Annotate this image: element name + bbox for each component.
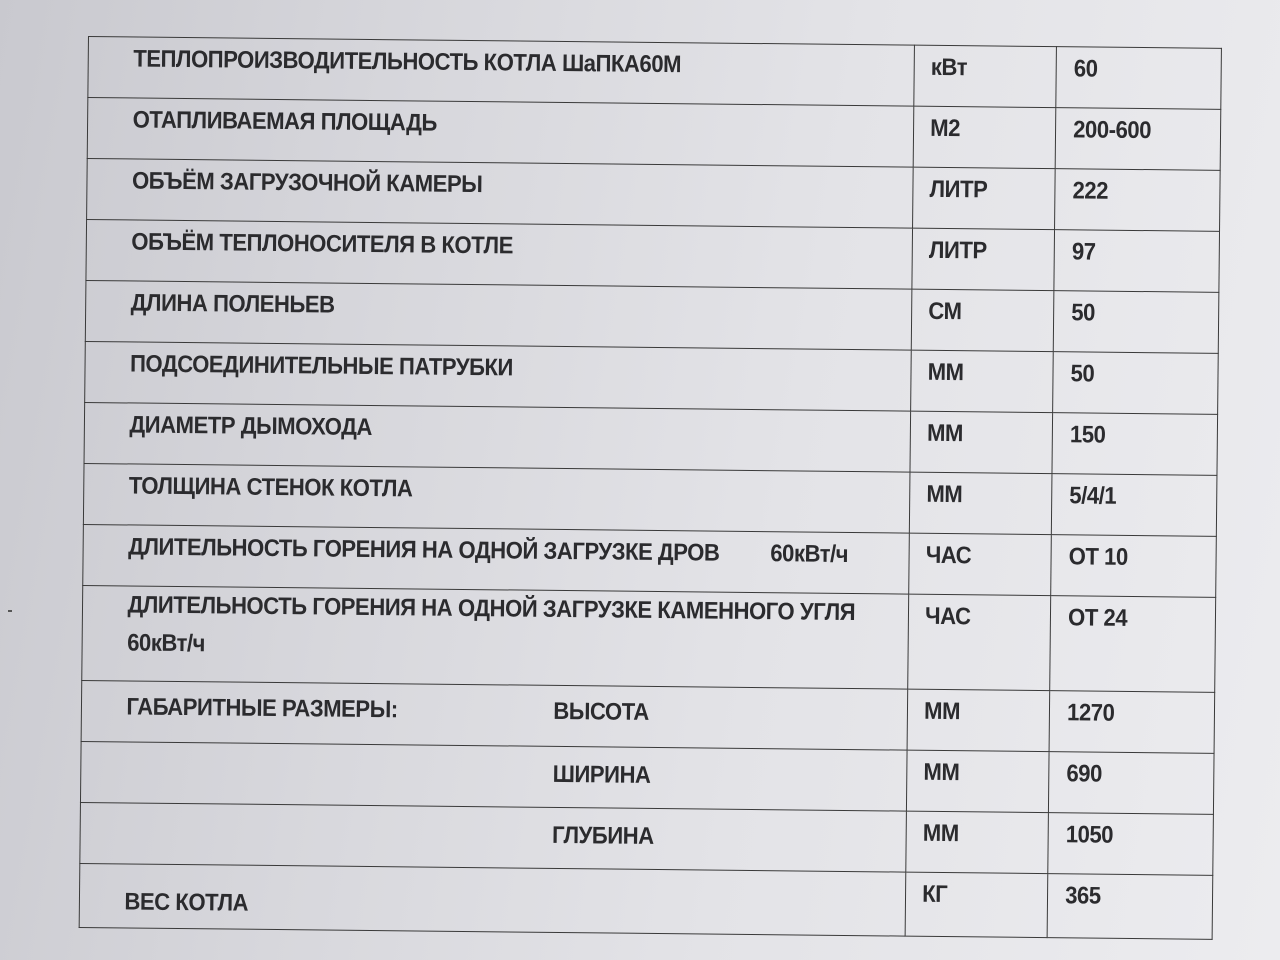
param-cell: [121, 37, 881, 106]
unit-cell: ММ: [916, 411, 1047, 473]
value-cell: ОТ 10: [1057, 535, 1210, 598]
value-cell: 365: [1053, 874, 1206, 940]
value-cell: 200-600: [1061, 108, 1214, 171]
param-cell: [114, 681, 874, 750]
param-cell: [120, 98, 880, 167]
unit-cell: СМ: [917, 289, 1048, 351]
param-cell: [118, 342, 878, 411]
dimension-label: ШИРИНА: [552, 760, 651, 789]
margin-mark: [8, 610, 12, 612]
unit-cell: ЧАС: [913, 594, 1044, 690]
unit-cell: ЛИТР: [918, 167, 1049, 229]
param-label: ТОЛЩИНА СТЕНОК КОТЛА: [128, 472, 413, 503]
param-cell: [114, 742, 874, 811]
table-row: [79, 863, 1213, 939]
param-cell: [119, 220, 879, 289]
value-cell: 150: [1058, 413, 1211, 476]
unit-cell: ММ: [911, 811, 1042, 873]
value-cell: 50: [1059, 352, 1212, 415]
value-cell: 97: [1060, 230, 1213, 293]
param-cell: [120, 159, 880, 228]
param-cell: [112, 864, 873, 936]
param-label: ДИАМЕТР ДЫМОХОДА: [128, 411, 372, 441]
unit-cell: ММ: [912, 750, 1043, 812]
param-label: ОТАПЛИВАЕМАЯ ПЛОЩАДЬ: [132, 106, 437, 137]
value-cell: 1270: [1055, 691, 1208, 754]
unit-cell: ММ: [913, 689, 1044, 751]
param-cell: [115, 586, 876, 689]
table-row: [82, 585, 1216, 692]
value-cell: 690: [1055, 752, 1208, 815]
dimension-label: ВЫСОТА: [552, 697, 649, 726]
value-cell: 50: [1059, 291, 1212, 354]
value-cell: ОТ 24: [1056, 596, 1209, 693]
unit-cell: ММ: [915, 472, 1046, 534]
value-cell: 5/4/1: [1058, 474, 1211, 537]
param-cell: [117, 403, 877, 472]
param-cell: [113, 803, 873, 872]
boiler-spec-table: [79, 36, 1222, 940]
value-cell: 60: [1062, 47, 1215, 110]
unit-cell: ЧАС: [914, 533, 1045, 595]
unit-cell: ЛИТР: [918, 228, 1049, 290]
param-label: ОБЪЁМ ЗАГРУЗОЧНОЙ КАМЕРЫ: [131, 167, 483, 199]
value-cell: 222: [1061, 169, 1214, 232]
param-label: ПОДСОЕДИНИТЕЛЬНЫЕ ПАТРУБКИ: [129, 350, 513, 382]
unit-cell: М2: [919, 106, 1050, 168]
param-label: ДЛИТЕЛЬНОСТЬ ГОРЕНИЯ НА ОДНОЙ ЗАГРУЗКЕ КАМЕННОГО УГЛЯ 60кВт/ч: [126, 591, 855, 658]
param-cell: [116, 464, 876, 533]
param-label: ОБЪЁМ ТЕПЛОНОСИТЕЛЯ В КОТЛЕ: [130, 228, 513, 260]
param-label: ТЕПЛОПРОИЗВОДИТЕЛЬНОСТЬ КОТЛА ШаПКА60М: [132, 45, 681, 79]
unit-cell: кВт: [919, 45, 1050, 107]
param-label: ДЛИТЕЛЬНОСТЬ ГОРЕНИЯ НА ОДНОЙ ЗАГРУЗКЕ ДРОВ: [127, 533, 720, 567]
param-label: ВЕС КОТЛА: [123, 888, 248, 917]
param-label: ГАБАРИТНЫЕ РАЗМЕРЫ:: [125, 693, 398, 724]
param-label: ДЛИНА ПОЛЕНЬЕВ: [130, 289, 335, 319]
param-suffix: 60кВт/ч: [769, 540, 848, 568]
dimension-label: ГЛУБИНА: [551, 821, 654, 850]
param-cell: [118, 281, 878, 350]
param-cell: [116, 525, 876, 594]
value-cell: 1050: [1054, 813, 1207, 876]
unit-cell: ММ: [916, 350, 1047, 412]
unit-cell: КГ: [911, 872, 1042, 937]
